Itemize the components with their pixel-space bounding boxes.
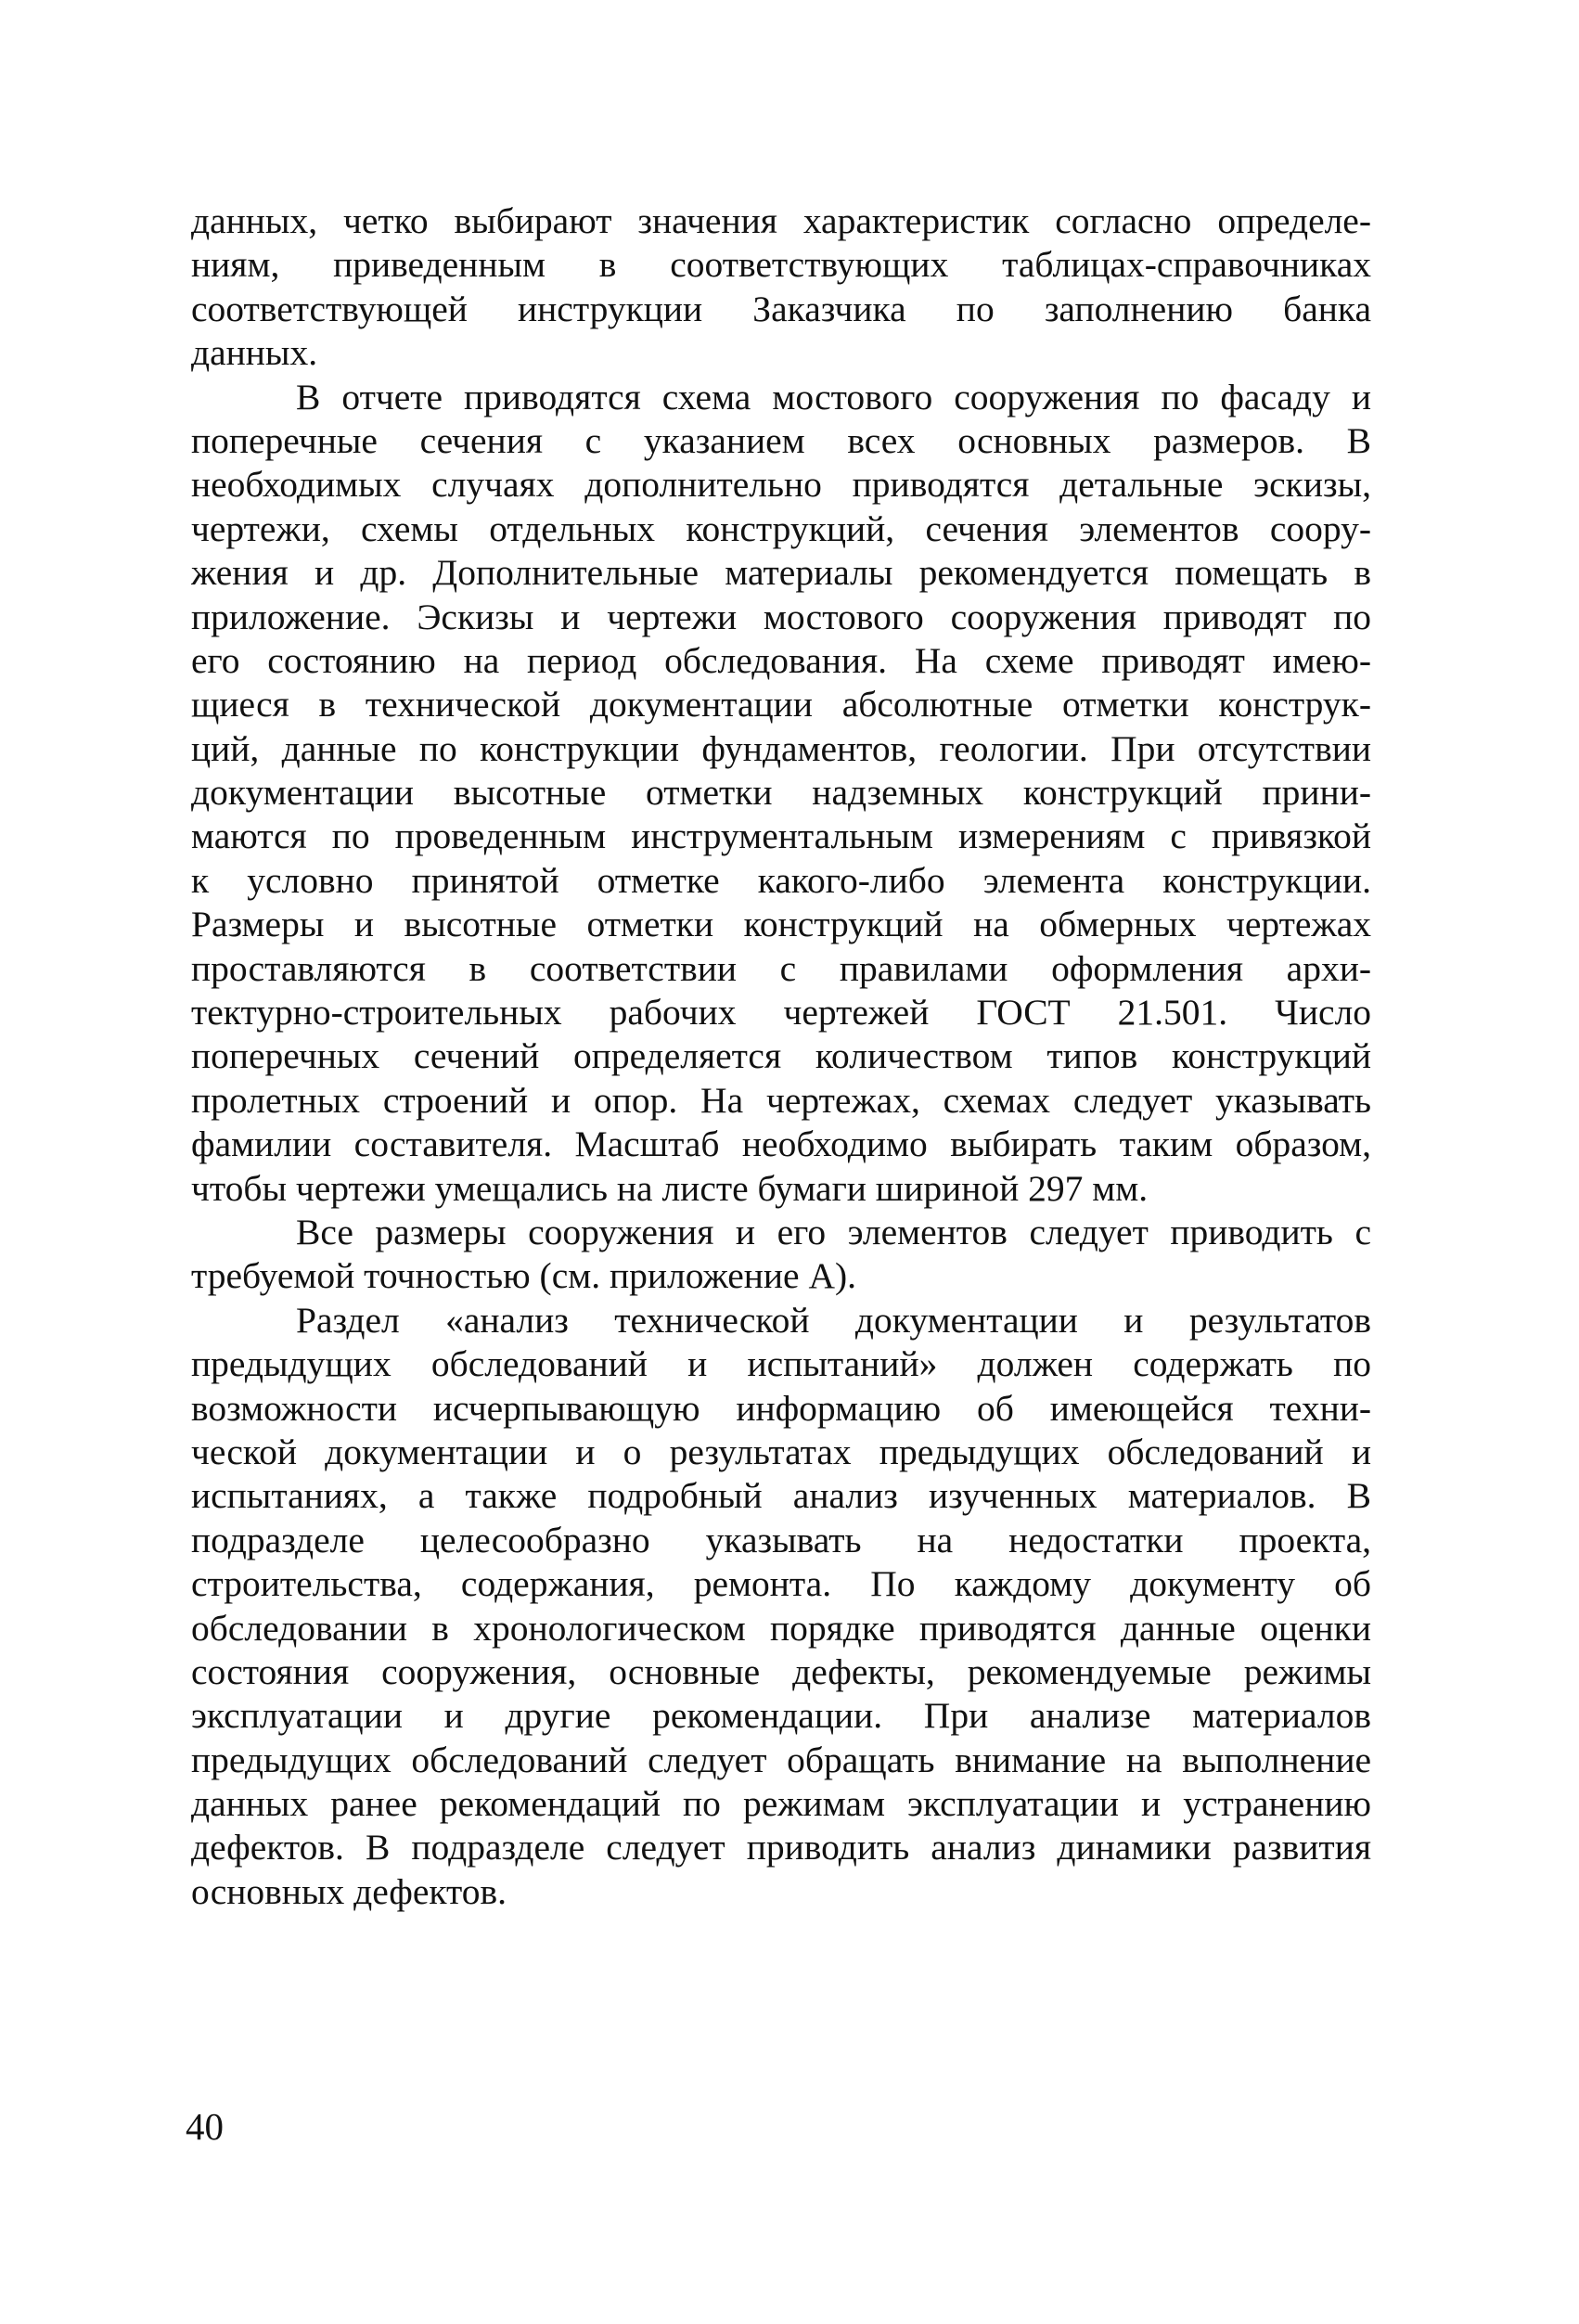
text-line: жения и др. Дополнительные материалы рекомендуется помещать в <box>191 552 1371 594</box>
text-line: поперечные сечения с указанием всех основных размеров. В <box>191 419 1371 461</box>
text-line: пролетных строений и опор. На чертежах, схемах следует указывать <box>191 1079 1371 1121</box>
text-line: проставляются в соответствии с правилами оформления архи- <box>191 947 1371 989</box>
text-line: поперечных сечений определяется количеством типов конструкций <box>191 1035 1371 1077</box>
text-line: чтобы чертежи умещались на листе бумаги шириной 297 мм. <box>191 1167 1149 1209</box>
text-line: состояния сооружения, основные дефекты, рекомендуемые режимы <box>191 1650 1371 1692</box>
text-line: тектурно-строительных рабочих чертежей ГОСТ 21.501. Число <box>191 992 1371 1034</box>
text-line: необходимых случаях дополнительно приводятся детальные эскизы, <box>191 464 1371 506</box>
text-line: к условно принятой отметке какого-либо элемента конструкции. <box>191 859 1371 901</box>
paragraph <box>191 376 1371 1211</box>
text-line: ций, данные по конструкции фундаментов, геологии. При отсутствии <box>191 727 1371 769</box>
text-line: документации высотные отметки надземных конструкций прини- <box>191 772 1371 814</box>
text-line: маются по проведенным инструментальным измерениям с привязкой <box>191 815 1371 857</box>
paragraph <box>191 199 1371 376</box>
text-line: предыдущих обследований следует обращать внимание на выполнение <box>191 1739 1371 1780</box>
text-line: основных дефектов. <box>191 1870 507 1912</box>
text-line: испытаниях, а также подробный анализ изученных материалов. В <box>191 1475 1371 1517</box>
text-line: требуемой точностью (см. приложение А). <box>191 1255 857 1297</box>
text-line: ниям, приведенным в соответствующих таблицах-справочниках <box>191 244 1371 286</box>
text-line: щиеся в технической документации абсолютные отметки конструк- <box>191 684 1371 725</box>
text-line: предыдущих обследований и испытаний» должен содержать по <box>191 1343 1371 1385</box>
text-line: соответствующей инструкции Заказчика по заполнению банка <box>191 288 1371 329</box>
text-line: данных, четко выбирают значения характеристик согласно определе- <box>191 200 1371 241</box>
text-line: Размеры и высотные отметки конструкций на обмерных чертежах <box>191 904 1371 945</box>
text-line: строительства, содержания, ремонта. По каждому документу об <box>191 1563 1371 1605</box>
text-line: приложение. Эскизы и чертежи мостового сооружения приводят по <box>191 596 1371 637</box>
text-line: Все размеры сооружения и его элементов следует приводить с <box>296 1211 1371 1252</box>
text-line: ческой документации и о результатах предыдущих обследований и <box>191 1431 1371 1472</box>
body-text <box>191 199 1371 1914</box>
text-line: подразделе целесообразно указывать на недостатки проекта, <box>191 1519 1371 1560</box>
text-line: его состоянию на период обследования. На схеме приводят имею- <box>191 639 1371 681</box>
text-line: дефектов. В подразделе следует приводить анализ динамики развития <box>191 1827 1371 1868</box>
text-line: обследовании в хронологическом порядке приводятся данные оценки <box>191 1607 1371 1649</box>
paragraph <box>191 1299 1371 1914</box>
text-line: эксплуатации и другие рекомендации. При анализе материалов <box>191 1695 1371 1737</box>
page-number: 40 <box>186 2105 224 2148</box>
text-line: В отчете приводятся схема мостового сооружения по фасаду и <box>296 376 1371 417</box>
text-line: данных ранее рекомендаций по режимам эксплуатации и устранению <box>191 1783 1371 1825</box>
paragraph <box>191 1211 1371 1299</box>
text-line: возможности исчерпывающую информацию об имеющейся техни- <box>191 1387 1371 1429</box>
text-line: чертежи, схемы отдельных конструкций, сечения элементов соору- <box>191 507 1371 549</box>
text-line: данных. <box>191 332 318 374</box>
text-line: Раздел «анализ технической документации и результатов <box>296 1299 1371 1341</box>
text-line: фамилии составителя. Масштаб необходимо выбирать таким образом, <box>191 1123 1371 1165</box>
